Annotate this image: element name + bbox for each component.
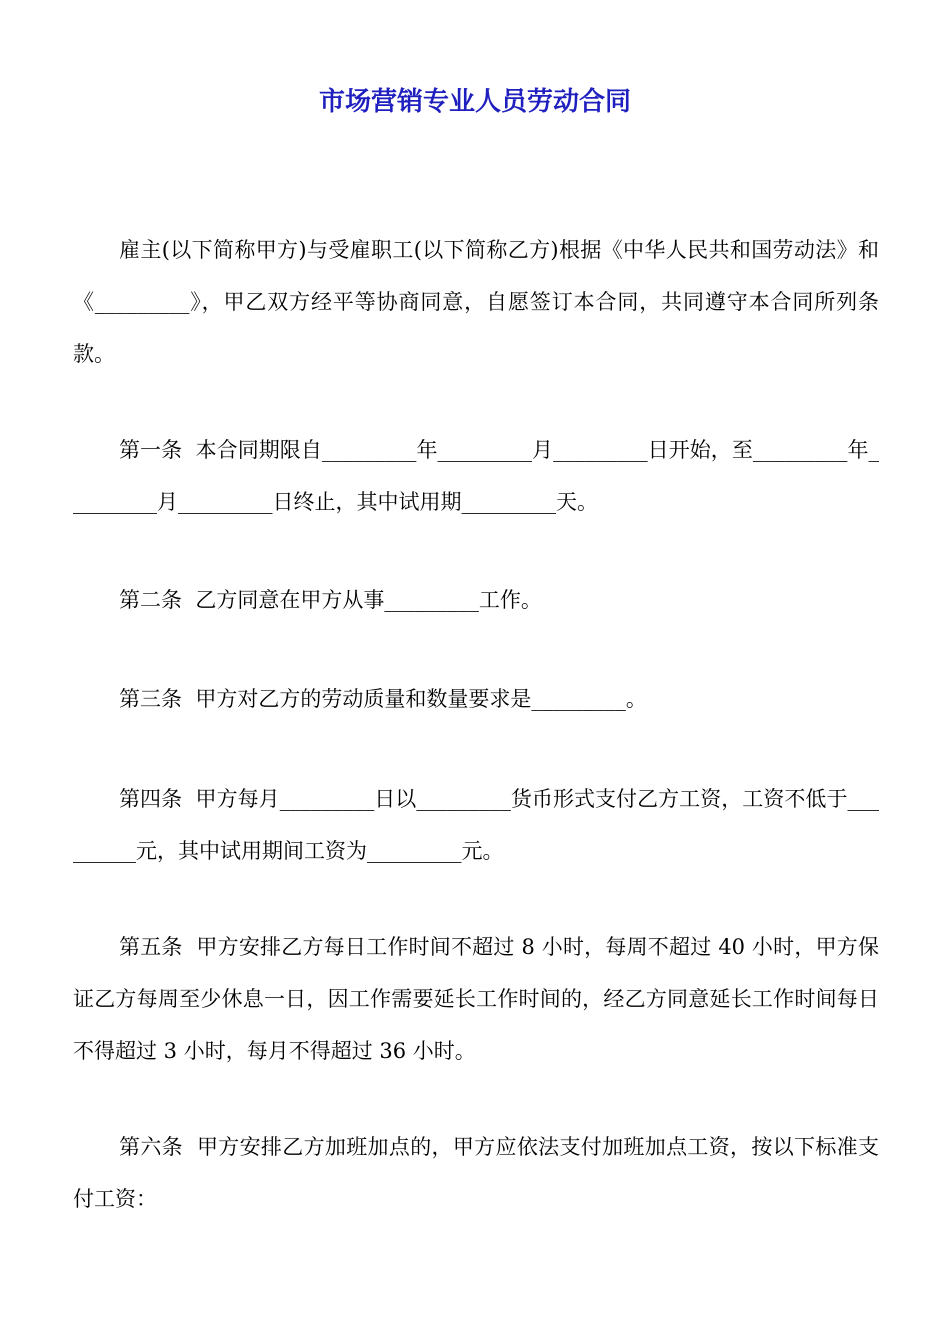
document-title: 市场营销专业人员劳动合同 — [318, 87, 631, 117]
preamble-paragraph: 雇主(以下简称甲方)与受雇职工(以下简称乙方)根据《中华人民共和国劳动法》和《_________》，甲乙双方经平等协商同意，自愿签订本合同，共同遵守本合同所列条款。 — [73, 238, 879, 366]
article-4-paragraph: 第四条 甲方每月_________日以_________货币形式支付乙方工资，工资不低于_________元，其中试用期间工资为_________元。 — [73, 787, 879, 863]
article-1-paragraph: 第一条 本合同期限自_________年_________月_________日开始，至_________年_________月_________日终止，其中试用期_________天。 — [73, 438, 879, 514]
article-3-paragraph: 第三条 甲方对乙方的劳动质量和数量要求是_________。 — [119, 687, 647, 711]
article-6-paragraph: 第六条 甲方安排乙方加班加点的，甲方应依法支付加班加点工资，按以下标准支付工资： — [73, 1135, 879, 1211]
article-2-paragraph: 第二条 乙方同意在甲方从事_________工作。 — [119, 588, 542, 612]
article-5-paragraph: 第五条 甲方安排乙方每日工作时间不超过 8 小时，每周不超过 40 小时，甲方保证乙方每周至少休息一日，因工作需要延长工作时间的，经乙方同意延长工作时间每日不得超过 3 小时，每月不得超过 36 小时。 — [73, 935, 879, 1063]
